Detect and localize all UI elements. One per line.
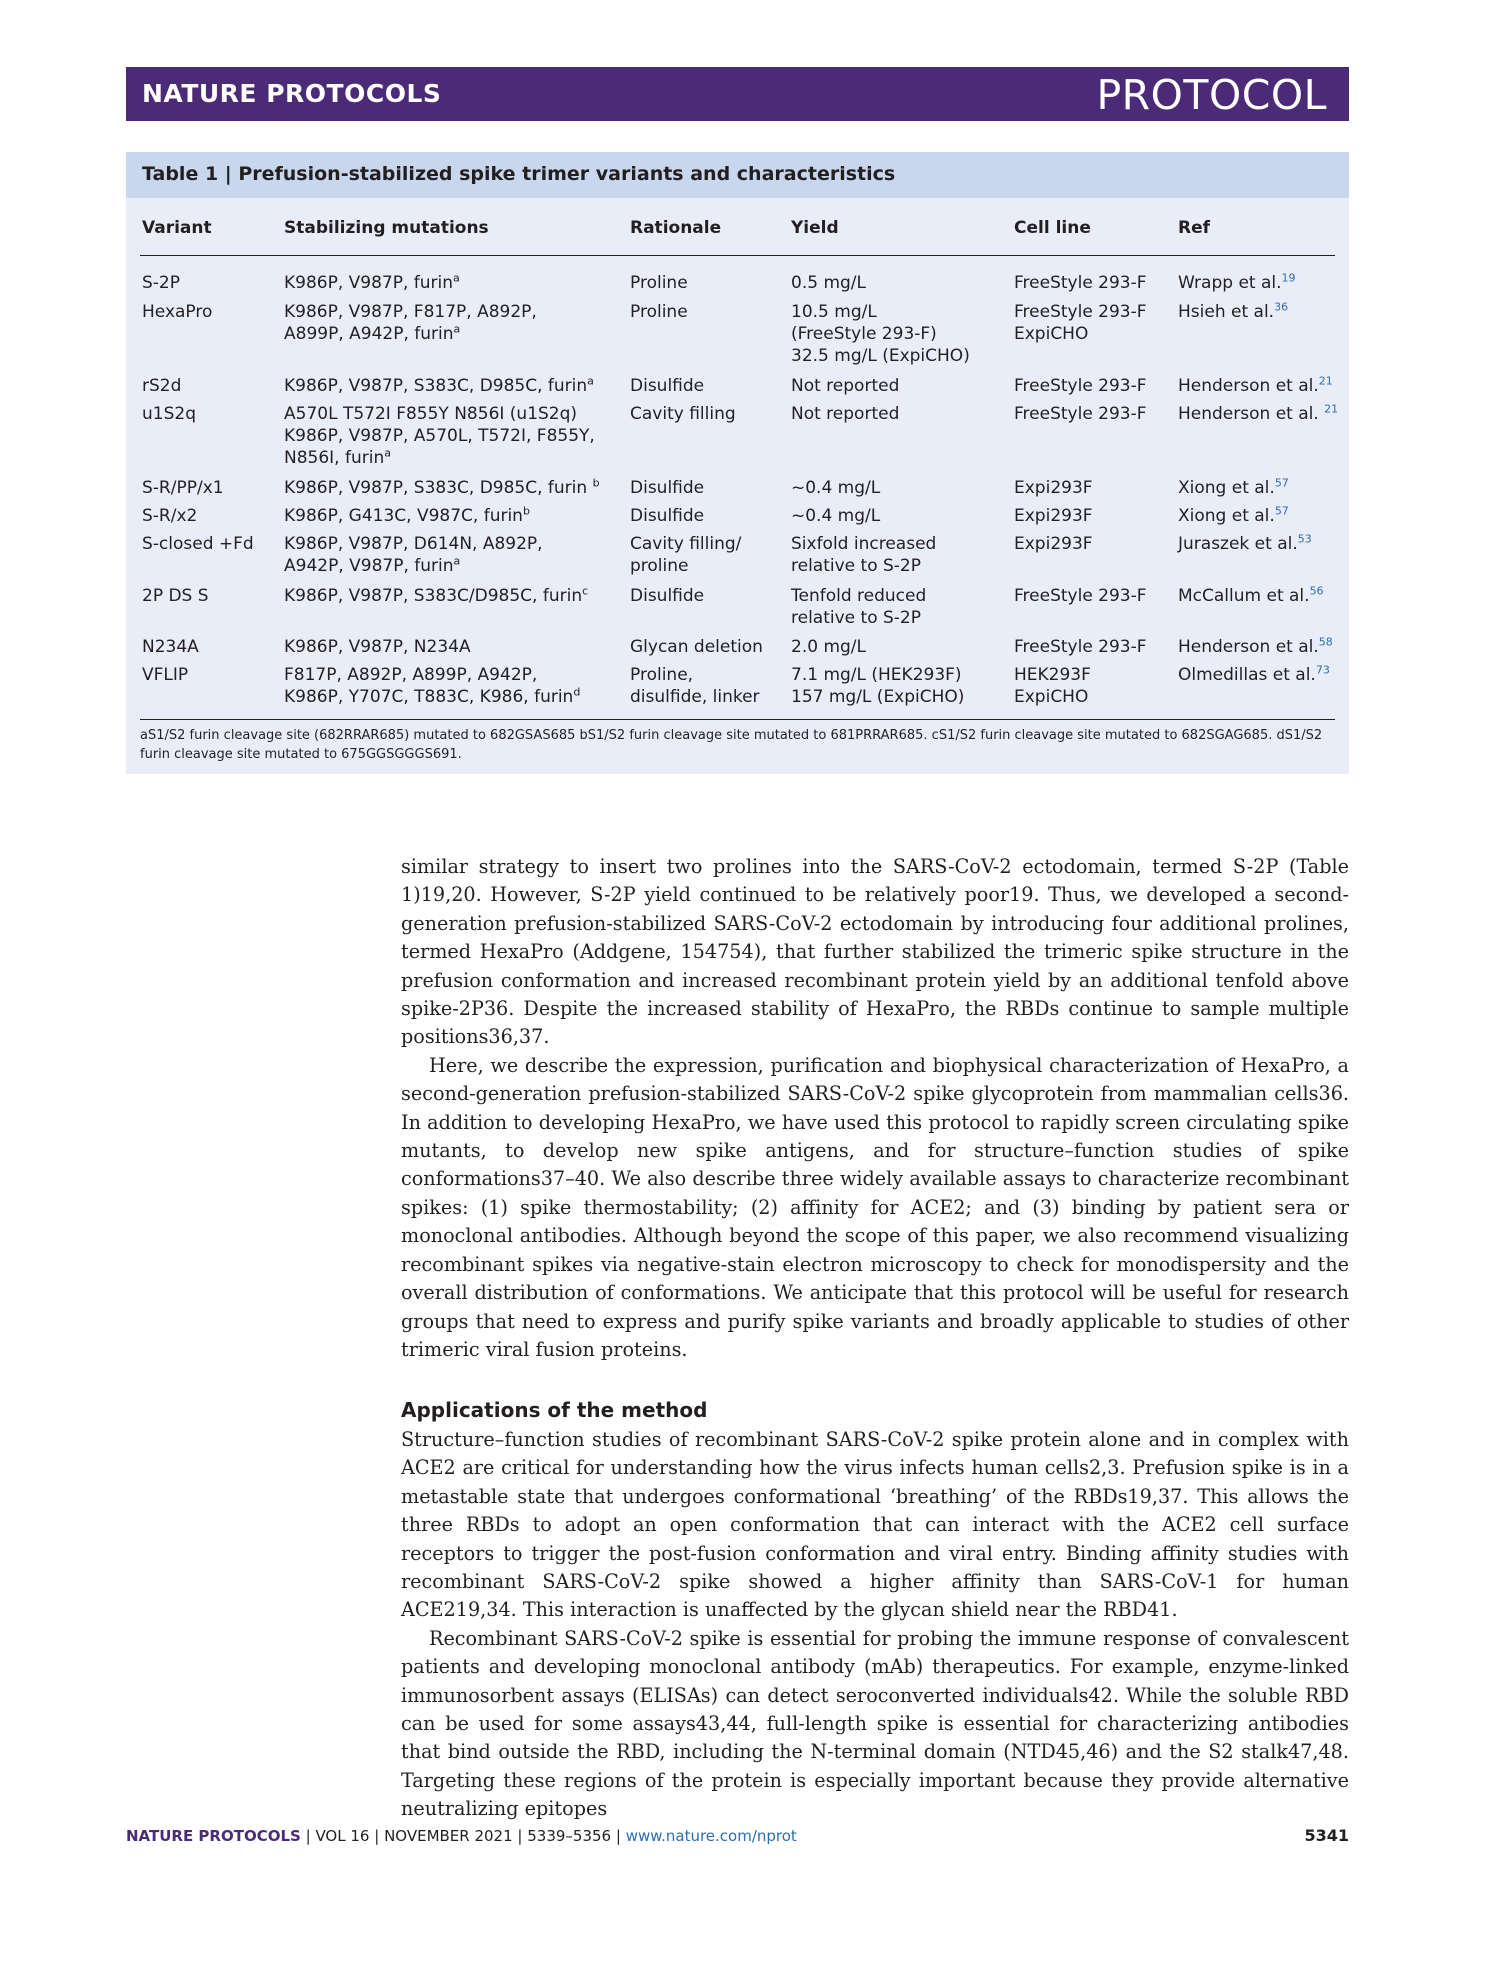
col-header-cell-line: Cell line <box>1014 218 1091 238</box>
cell-ref: Olmedillas et al.$^{73}$ <box>1178 663 1330 685</box>
cell-ref: Juraszek et al.$^{53}$ <box>1178 532 1312 554</box>
col-header-rationale: Rationale <box>630 218 722 238</box>
page-footer: NATURE PROTOCOLS | VOL 16 | NOVEMBER 2021 | 5339–5356 | www.nature.com/nprot <box>126 1827 797 1845</box>
cell-ref: Henderson et al. $^{21}$ <box>1178 402 1339 424</box>
cell-cell-line: FreeStyle 293-F <box>1014 376 1147 396</box>
cell-rationale: Proline <box>630 273 688 293</box>
cell-ref: Henderson et al.$^{58}$ <box>1178 635 1333 657</box>
cell-yield: 2.0 mg/L <box>791 637 866 657</box>
cell-mutations: K986P, G413C, V987C, furin$^b$ <box>284 504 530 526</box>
cell-rationale: Cavity filling/ proline <box>630 534 742 576</box>
cell-yield: ~0.4 mg/L <box>791 506 881 526</box>
cell-yield: Sixfold increased relative to S-2P <box>791 534 937 576</box>
cell-variant: S-R/PP/x1 <box>142 478 224 498</box>
cell-ref: Wrapp et al.$^{19}$ <box>1178 271 1296 293</box>
cell-rationale: Proline, disulfide, linker <box>630 665 760 707</box>
cell-mutations: K986P, V987P, S383C, D985C, furin $^b$ <box>284 476 600 498</box>
cell-mutations: K986P, V987P, F817P, A892P, A899P, A942P, furin$^a$ <box>284 302 537 344</box>
cell-variant: u1S2q <box>142 404 196 424</box>
cell-mutations: K986P, V987P, S383C/D985C, furin$^c$ <box>284 584 589 606</box>
table-header-rule <box>140 255 1335 256</box>
cell-ref: Henderson et al.$^{21}$ <box>1178 374 1333 396</box>
cell-yield: 0.5 mg/L <box>791 273 866 293</box>
cell-mutations: F817P, A892P, A899P, A942P, K986P, Y707C, T883C, K986, furin$^d$ <box>284 665 581 707</box>
table-bottom-rule <box>140 719 1335 720</box>
footer-journal: NATURE PROTOCOLS <box>126 1827 301 1845</box>
cell-cell-line: FreeStyle 293-F <box>1014 637 1147 657</box>
cell-yield: Not reported <box>791 404 900 424</box>
col-header-mutations: Stabilizing mutations <box>284 218 489 238</box>
col-header-ref: Ref <box>1178 218 1211 238</box>
cell-cell-line: FreeStyle 293-F <box>1014 586 1147 606</box>
cell-rationale: Disulfide <box>630 376 705 396</box>
cell-cell-line: FreeStyle 293-F <box>1014 404 1147 424</box>
cell-yield: 7.1 mg/L (HEK293F) 157 mg/L (ExpiCHO) <box>791 665 965 707</box>
cell-rationale: Disulfide <box>630 478 705 498</box>
cell-rationale: Disulfide <box>630 586 705 606</box>
cell-yield: Not reported <box>791 376 900 396</box>
cell-variant: HexaPro <box>142 302 213 322</box>
cell-ref: McCallum et al.$^{56}$ <box>1178 584 1324 606</box>
cell-cell-line: Expi293F <box>1014 478 1093 498</box>
table-1 <box>126 152 1349 774</box>
cell-mutations: A570L T572I F855Y N856I (u1S2q) K986P, V987P, A570L, T572I, F855Y, N856I, furin$^a$ <box>284 404 595 468</box>
cell-variant: 2P DS S <box>142 586 209 606</box>
cell-cell-line: Expi293F <box>1014 506 1093 526</box>
cell-mutations: K986P, V987P, D614N, A892P, A942P, V987P, furin$^a$ <box>284 534 543 576</box>
cell-cell-line: FreeStyle 293-F ExpiCHO <box>1014 302 1147 344</box>
cell-yield: Tenfold reduced relative to S-2P <box>791 586 927 628</box>
col-header-variant: Variant <box>142 218 212 238</box>
cell-ref: Xiong et al.$^{57}$ <box>1178 504 1289 526</box>
cell-variant: S-2P <box>142 273 180 293</box>
table-footnote: aS1/S2 furin cleavage site (682RRAR685) mutated to 682GSAS685 bS1/S2 furin cleavage site mutated to 681PRRAR685. cS1/S2 furin cleavage site mutated to 682SGAG685. dS1/S2 furin cleavage site mutated to 675GGSGGGS691. <box>140 728 1323 762</box>
cell-mutations: K986P, V987P, S383C, D985C, furin$^a$ <box>284 374 594 396</box>
footer-volume: VOL 16 <box>315 1827 370 1845</box>
journal-header-bar <box>126 67 1349 121</box>
cell-rationale: Proline <box>630 302 688 322</box>
cell-variant: S-R/x2 <box>142 506 198 526</box>
paragraph: Here, we describe the expression, purification and biophysical characterization of HexaPro, a second-generation prefusion-stabilized SARS-CoV-2 spike glycoprotein from mammalian cells36. In addition to developing HexaPro, we have used this protocol to rapidly screen circulating spike mutants, to develop new spike antigens, and for structure–function studies of spike conformations37–40. We also describe three widely available assays to characterize recombinant spikes: (1) spike thermostability; (2) affinity for ACE2; and (3) binding by patient sera or monoclonal antibodies. Although beyond the scope of this paper, we also recommend visualizing recombinant spikes via negative-stain electron microscopy to check for monodispersity and the overall distribution of conformations. We anticipate that this protocol will be useful for research groups that need to express and purify spike variants and broadly applicable to studies of other trimeric viral fusion proteins. <box>401 1053 1349 1361</box>
cell-variant: VFLIP <box>142 665 189 685</box>
table-title-bar <box>126 152 1349 198</box>
cell-cell-line: FreeStyle 293-F <box>1014 273 1147 293</box>
cell-rationale: Glycan deletion <box>630 637 763 657</box>
cell-yield: ~0.4 mg/L <box>791 478 881 498</box>
footer-pages: 5339–5356 <box>527 1827 612 1845</box>
journal-name: NATURE PROTOCOLS <box>142 79 442 108</box>
cell-rationale: Cavity filling <box>630 404 736 424</box>
cell-cell-line: Expi293F <box>1014 534 1093 554</box>
article-type: PROTOCOL <box>1096 71 1327 119</box>
cell-ref: Xiong et al.$^{57}$ <box>1178 476 1289 498</box>
cell-rationale: Disulfide <box>630 506 705 526</box>
footer-url[interactable]: www.nature.com/nprot <box>625 1827 797 1845</box>
paragraph: similar strategy to insert two prolines into the SARS-CoV-2 ectodomain, termed S-2P (Table 1)19,20. However, S-2P yield continued to be relatively poor19. Thus, we developed a second-generation prefusion-stabilized SARS-CoV-2 ectodomain by introducing four additional prolines, termed HexaPro (Addgene, 154754), that further stabilized the trimeric spike structure in the prefusion conformation and increased recombinant protein yield by an additional tenfold above spike-2P36. Despite the increased stability of HexaPro, the RBDs continue to sample multiple positions36,37. <box>401 855 1349 1049</box>
cell-yield: 10.5 mg/L (FreeStyle 293-F) 32.5 mg/L (ExpiCHO) <box>791 302 970 366</box>
body-applications <box>401 1426 1349 1824</box>
col-header-yield: Yield <box>791 218 839 238</box>
cell-variant: N234A <box>142 637 199 657</box>
table-title: Table 1 | Prefusion-stabilized spike trimer variants and characteristics <box>142 163 896 185</box>
cell-cell-line: HEK293F ExpiCHO <box>1014 665 1091 707</box>
footer-date: NOVEMBER 2021 <box>384 1827 513 1845</box>
paragraph: Structure–function studies of recombinant SARS-CoV-2 spike protein alone and in complex with ACE2 are critical for understanding how the virus infects human cells2,3. Prefusion spike is in a metastable state that undergoes conformational ‘breathing’ of the RBDs19,37. This allows the three RBDs to adopt an open conformation that can interact with the ACE2 cell surface receptors to trigger the post-fusion conformation and viral entry. Binding affinity studies with recombinant SARS-CoV-2 spike showed a higher affinity than SARS-CoV-1 for human ACE219,34. This interaction is unaffected by the glycan shield near the RBD41. <box>401 1428 1349 1622</box>
page-number: 5341 <box>1304 1826 1349 1845</box>
cell-variant: rS2d <box>142 376 182 396</box>
section-heading: Applications of the method <box>401 1398 708 1422</box>
cell-variant: S-closed +Fd <box>142 534 254 554</box>
cell-mutations: K986P, V987P, N234A <box>284 637 471 657</box>
body-intro <box>401 853 1349 1364</box>
cell-mutations: K986P, V987P, furin$^a$ <box>284 271 460 293</box>
paragraph: Recombinant SARS-CoV-2 spike is essential for probing the immune response of convalescent patients and developing monoclonal antibody (mAb) therapeutics. For example, enzyme-linked immunosorbent assays (ELISAs) can detect seroconverted individuals42. While the soluble RBD can be used for some assays43,44, full-length spike is essential for characterizing antibodies that bind outside the RBD, including the N-terminal domain (NTD45,46) and the S2 stalk47,48. Targeting these regions of the protein is especially important because they provide alternative neutralizing epitopes <box>401 1626 1349 1821</box>
cell-ref: Hsieh et al.$^{36}$ <box>1178 300 1289 322</box>
